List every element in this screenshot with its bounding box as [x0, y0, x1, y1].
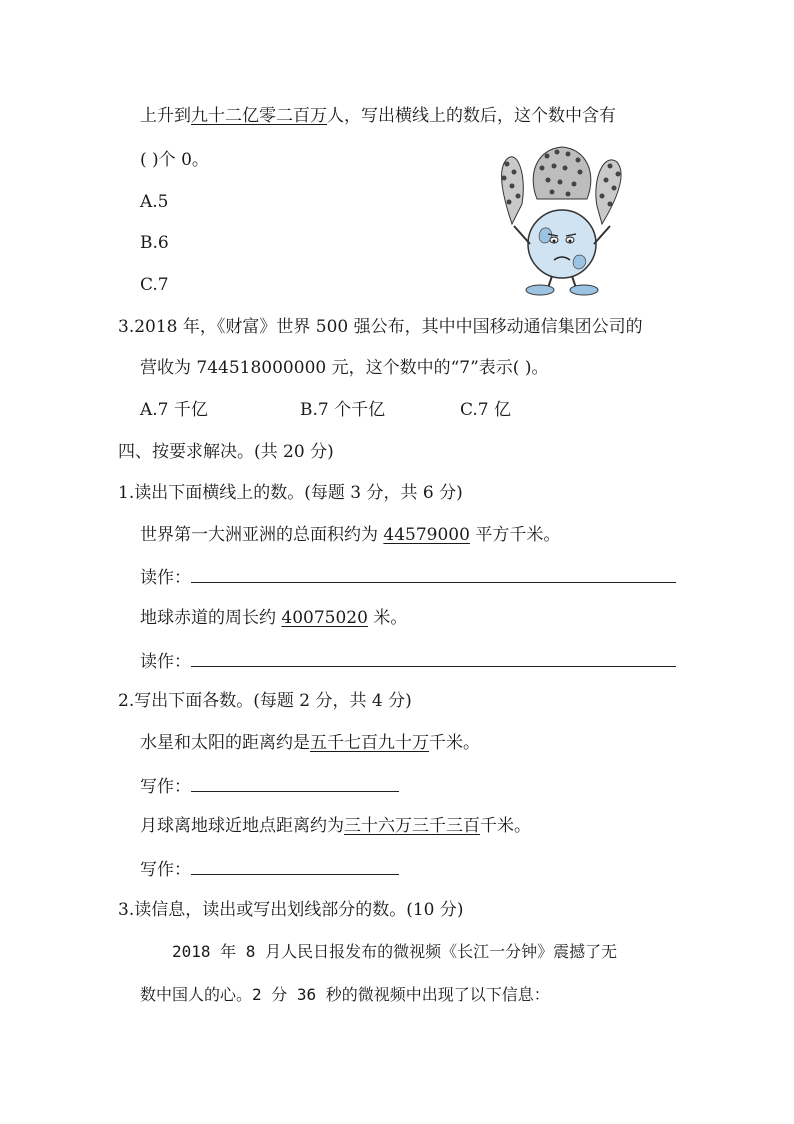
q3-line1: 3.2018 年，《财富》世界 500 强公布，其中中国移动通信集团公司的 [118, 317, 643, 337]
p2-b-words: 三十六万三千三百 [344, 816, 480, 836]
p3-title: 3.读信息，读出或写出划线部分的数。(10 分) [118, 900, 464, 920]
q3-option-a: A.7 千亿 [140, 400, 208, 420]
p1-b-text: 地球赤道的周长约 40075020 米。 [140, 608, 408, 628]
p1-b-answer-blank[interactable] [191, 648, 676, 667]
q2-underlined-words: 九十二亿零二百万 [191, 106, 327, 126]
p1-b-number: 40075020 [281, 608, 368, 628]
q3-option-b: B.7 个千亿 [300, 400, 386, 420]
p1-a-answer-blank[interactable] [191, 564, 676, 583]
p3-paragraph-line1: 2018 年 8 月人民日报发布的微视频《长江一分钟》震撼了无 [172, 942, 618, 961]
q2-line1: 上升到九十二亿零二百万人，写出横线上的数后，这个数中含有 [140, 106, 616, 126]
p1-b-read-row: 读作： [140, 648, 676, 674]
crowded-earth-illustration [492, 144, 632, 298]
p2-a-write-row: 写作： [140, 773, 399, 799]
p1-a-number: 44579000 [383, 525, 470, 545]
p1-a-text: 世界第一大洲亚洲的总面积约为 44579000 平方千米。 [140, 525, 561, 545]
p2-b-answer-blank[interactable] [191, 856, 399, 875]
p2-a-text: 水星和太阳的距离约是五千七百九十万千米。 [140, 733, 480, 753]
p1-a-read-row: 读作： [140, 564, 676, 590]
q3-options [140, 398, 511, 422]
p1-title: 1.读出下面横线上的数。(每题 3 分，共 6 分) [118, 483, 463, 503]
q2-line2: ( )个 0。 [140, 150, 209, 170]
p2-b-text: 月球离地球近地点距离约为三十六万三千三百千米。 [140, 816, 531, 836]
p2-title: 2.写出下面各数。(每题 2 分，共 4 分) [118, 691, 412, 711]
q3-option-c: C.7 亿 [460, 400, 512, 420]
p2-a-words: 五千七百九十万 [310, 733, 429, 753]
q2-option-b: B.6 [140, 233, 169, 253]
p3-paragraph-line2: 数中国人的心。2 分 36 秒的微视频中出现了以下信息： [140, 985, 550, 1004]
p2-b-write-row: 写作： [140, 856, 399, 882]
section4-heading: 四、按要求解决。(共 20 分) [118, 442, 334, 462]
p2-a-answer-blank[interactable] [191, 773, 399, 792]
q3-line2: 营收为 744518000000 元，这个数中的“7”表示( )。 [140, 358, 549, 378]
q2-option-a: A.5 [140, 192, 169, 212]
q2-option-c: C.7 [140, 275, 169, 295]
